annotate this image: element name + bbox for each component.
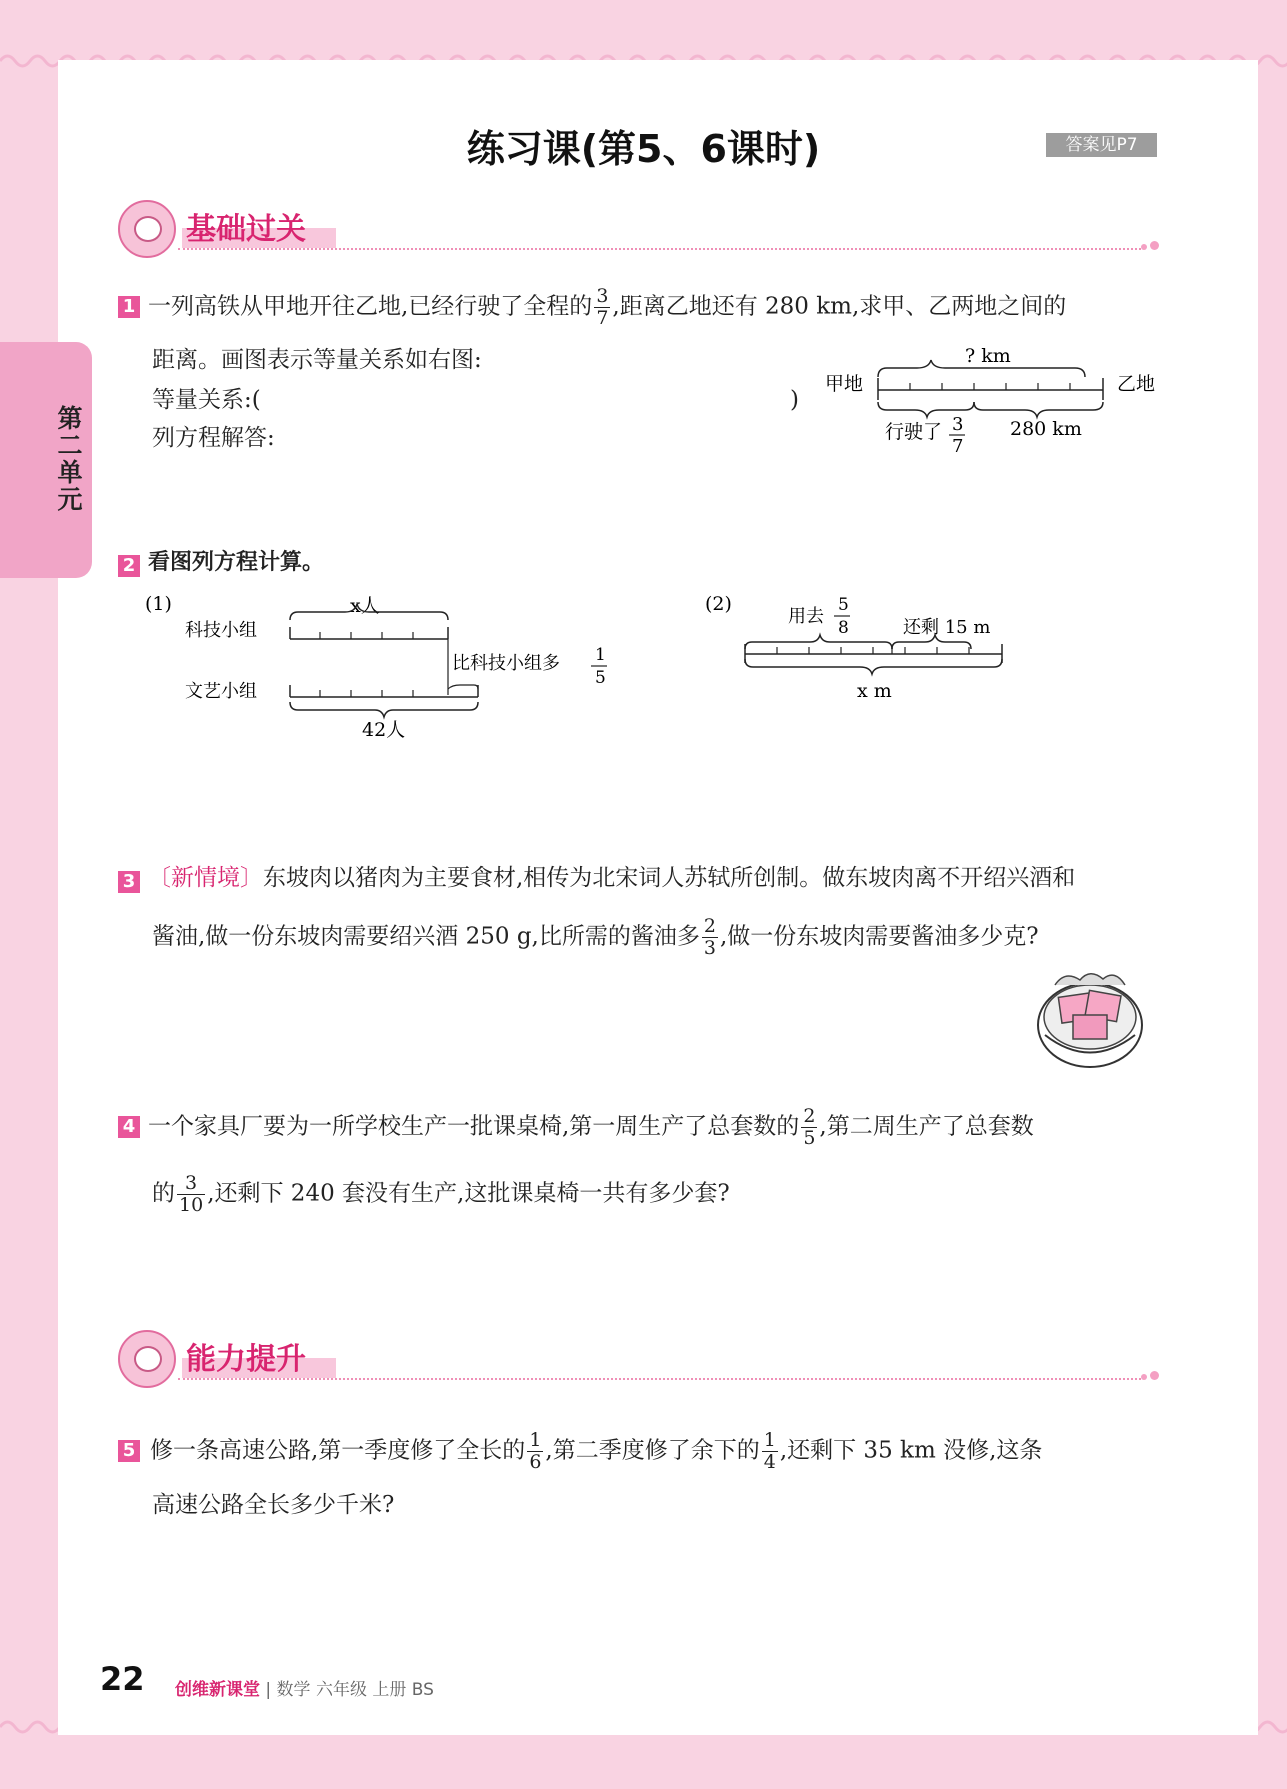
svg-text:比科技小组多: 比科技小组多 — [452, 653, 560, 674]
unit-label: 第二单元 — [54, 405, 83, 513]
answer-reference: 答案见P7 — [1046, 133, 1157, 157]
svg-text:x m: x m — [857, 680, 892, 702]
fraction: $\frac{3}{7}$ — [596, 285, 609, 329]
question-number: 3 — [118, 871, 140, 893]
svg-text:42人: 42人 — [362, 719, 406, 740]
q5-line1: 修一条高速公路,第一季度修了全长的 $\frac{1}{6}$ ,第二季度修了余下的 $\frac{1}{4}$ ,还剩下 35 km 没修,这条 — [150, 1429, 1043, 1473]
q1-line3: 等量关系:( — [152, 387, 261, 413]
q2-diagram-1 — [140, 585, 620, 740]
diagram-left-label: 甲地 — [825, 373, 864, 395]
mascot-icon — [118, 1330, 176, 1388]
q1-line1: 一列高铁从甲地开往乙地,已经行驶了全程的 $\frac{3}{7}$ ,距离乙地还有 280 km,求甲、乙两地之间的 — [148, 285, 1067, 329]
dots-icon — [1141, 1371, 1163, 1385]
mascot-icon — [118, 200, 176, 258]
divider — [178, 248, 1141, 250]
diagram-bottom-left: 行驶了 — [885, 421, 943, 443]
svg-text:用去: 用去 — [788, 606, 824, 627]
q1-diagram — [825, 340, 1165, 460]
diagram-top-label: ? km — [965, 345, 1011, 367]
q5-line2: 高速公路全长多少千米? — [152, 1492, 395, 1518]
svg-text:还剩 15 m: 还剩 15 m — [903, 617, 991, 638]
svg-text:(1): (1) — [145, 593, 172, 615]
section-basic — [118, 200, 1163, 256]
section-advanced — [118, 1330, 1163, 1386]
svg-text:5: 5 — [595, 668, 606, 688]
q1-line2: 距离。画图表示等量关系如右图: — [152, 347, 482, 373]
svg-text:文艺小组: 文艺小组 — [185, 681, 257, 702]
q1-line3-close: ) — [790, 387, 799, 413]
diagram-right-label: 乙地 — [1117, 373, 1156, 395]
page-title: 练习课(第5、6课时) — [466, 127, 821, 171]
footer-info: 创维新课堂 | 数学 六年级 上册 BS — [175, 1680, 434, 1700]
dots-icon — [1141, 241, 1163, 255]
divider — [178, 1378, 1141, 1380]
question-number: 2 — [118, 555, 140, 577]
q2-diagram-2 — [700, 585, 1020, 705]
q3-line2: 酱油,做一份东坡肉需要绍兴酒 250 g,比所需的酱油多 $\frac{2}{3}$ ,做一份东坡肉需要酱油多少克? — [152, 915, 1039, 959]
svg-text:x人: x人 — [350, 595, 380, 617]
section-advanced-title: 能力提升 — [182, 1334, 336, 1378]
q1-line4: 列方程解答: — [152, 425, 275, 451]
svg-text:1: 1 — [595, 645, 606, 665]
q4-line1: 一个家具厂要为一所学校生产一批课桌椅,第一周生产了总套数的 $\frac{2}{5}$ ,第二周生产了总套数 — [148, 1105, 1034, 1149]
svg-text:(2): (2) — [705, 593, 732, 615]
q3-line1: 〔新情境〕东坡肉以猪肉为主要食材,相传为北宋词人苏轼所创制。做东坡肉离不开绍兴酒和 — [148, 865, 1076, 891]
section-basic-title: 基础过关 — [182, 204, 336, 248]
q2-prompt: 看图列方程计算。 — [148, 550, 325, 575]
page-number: 22 — [100, 1660, 145, 1698]
svg-text:3: 3 — [952, 414, 964, 435]
svg-text:科技小组: 科技小组 — [185, 620, 257, 641]
question-number: 4 — [118, 1116, 140, 1138]
svg-text:7: 7 — [952, 436, 964, 457]
svg-text:5: 5 — [838, 595, 849, 615]
dongpo-pork-icon — [1035, 965, 1145, 1075]
new-context-tag: 〔新情境〕 — [148, 865, 263, 891]
q4-line2: 的 $\frac{3}{10}$ ,还剩下 240 套没有生产,这批课桌椅一共有多少套? — [152, 1172, 730, 1216]
svg-text:8: 8 — [838, 618, 849, 638]
diagram-bottom-right: 280 km — [1010, 418, 1082, 440]
question-number: 1 — [118, 296, 140, 318]
question-number: 5 — [118, 1440, 140, 1462]
